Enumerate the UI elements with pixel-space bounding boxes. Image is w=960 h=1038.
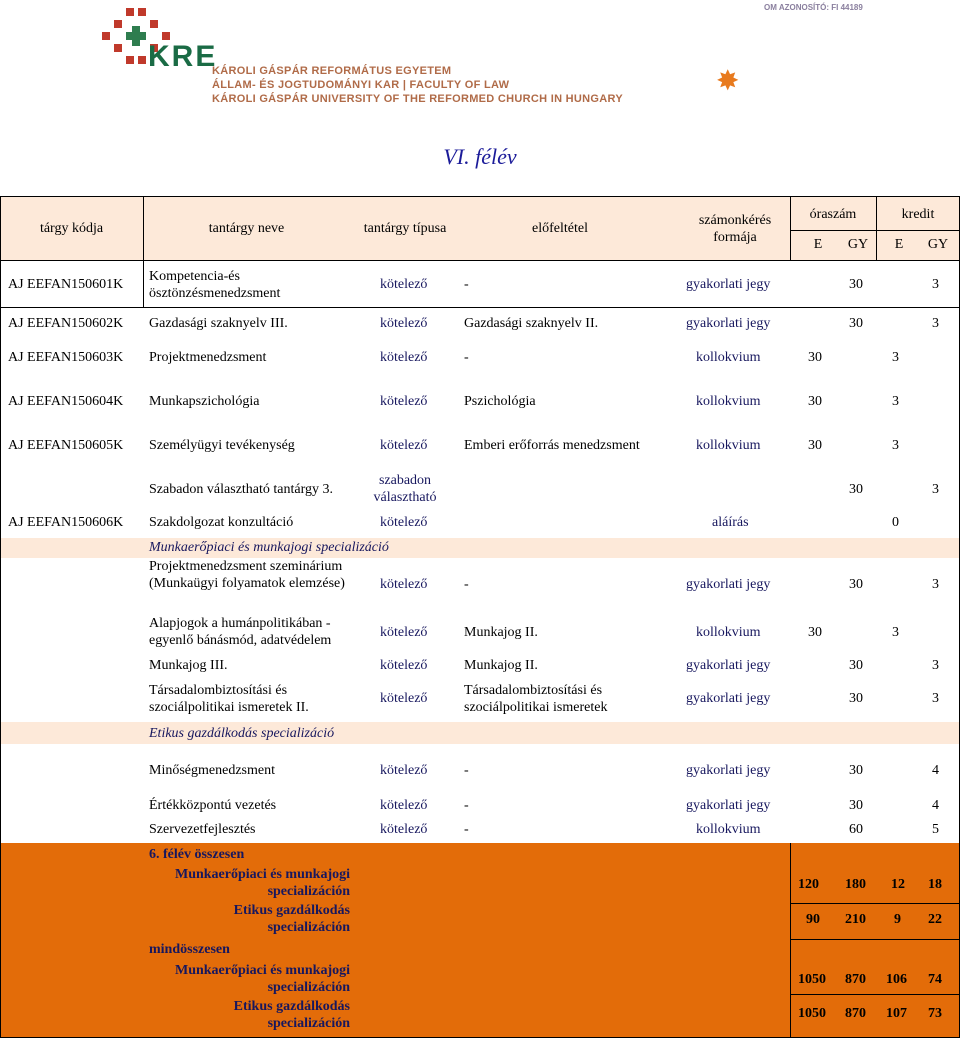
col-header-prereq: előfeltétel	[532, 221, 588, 236]
col-header-e-hours: E	[813, 237, 823, 252]
course-credit: 3	[892, 438, 899, 453]
course-name: Szabadon választható tantárgy 3.	[149, 482, 334, 497]
course-name: Személyügyi tevékenység	[149, 438, 295, 453]
star-icon: ✸	[716, 66, 740, 97]
course-name: Szakdolgozat konzultáció	[149, 515, 294, 530]
grid-line	[790, 939, 960, 940]
total-credit-e: 106	[886, 972, 907, 987]
total-hours-gy: 210	[845, 912, 866, 927]
col-header-type: tantárgy típusa	[363, 221, 447, 236]
total-label: Etikus gazdálkodás specializáción	[233, 903, 350, 935]
course-credit: 3	[892, 350, 899, 365]
course-code: AJ EEFAN150605K	[8, 438, 124, 453]
course-prereq: -	[464, 822, 469, 837]
course-type: kötelező	[380, 798, 428, 813]
total-credit-e: 107	[886, 1006, 907, 1021]
university-name: KÁROLI GÁSPÁR REFORMÁTUS EGYETEM ÁLLAM- ÉS JOGTUDOMÁNYI KAR | FACULTY OF LAW KÁROLI GÁSPÁR UNIVERSITY OF THE REFORMED CHURCH IN HUNGARY	[212, 65, 623, 105]
course-prereq: Gazdasági szaknyelv II.	[464, 316, 599, 331]
course-code: AJ EEFAN150604K	[8, 394, 124, 409]
overall-total-label: mindösszesen	[149, 942, 230, 957]
course-exam: aláírás	[712, 515, 749, 530]
course-type: kötelező	[380, 625, 428, 640]
total-credit-e: 9	[894, 912, 901, 927]
col-header-credit: kredit	[901, 207, 935, 222]
course-type: kötelező	[380, 438, 428, 453]
course-hours: 30	[808, 625, 822, 640]
course-hours: 30	[849, 658, 863, 673]
course-exam: gyakorlati jegy	[686, 691, 771, 706]
col-header-e-credit: E	[894, 237, 904, 252]
total-hours-gy: 870	[845, 972, 866, 987]
total-label: Munkaerőpiaci és munkajogi specializáción	[174, 867, 350, 899]
total-hours-e: 120	[798, 877, 819, 892]
course-credit: 3	[932, 277, 939, 292]
course-exam: kollokvium	[696, 350, 761, 365]
grid-line	[0, 260, 960, 261]
semester-total-label: 6. félév összesen	[149, 847, 245, 862]
course-credit: 3	[932, 658, 939, 673]
course-hours: 30	[849, 482, 863, 497]
course-hours: 30	[849, 798, 863, 813]
grid-line	[790, 843, 791, 1038]
kre-logo	[58, 2, 218, 94]
course-name: Szervezetfejlesztés	[149, 822, 256, 837]
total-hours-gy: 870	[845, 1006, 866, 1021]
course-hours: 30	[808, 350, 822, 365]
course-type: kötelező	[380, 691, 428, 706]
course-exam: kollokvium	[696, 394, 761, 409]
total-credit-gy: 74	[928, 972, 942, 987]
col-header-name: tantárgy neve	[208, 221, 285, 236]
total-hours-e: 90	[806, 912, 820, 927]
spec1-title: Munkaerőpiaci és munkajogi specializáció	[149, 540, 389, 555]
total-label: Munkaerőpiaci és munkajogi specializáción	[174, 963, 350, 995]
course-credit: 3	[932, 577, 939, 592]
kre-wordmark: KRE	[148, 40, 218, 73]
course-credit: 3	[932, 691, 939, 706]
course-code: AJ EEFAN150603K	[8, 350, 124, 365]
course-exam: kollokvium	[696, 438, 761, 453]
semester-title: VI. félév	[443, 144, 517, 169]
course-type: kötelező	[380, 394, 428, 409]
course-type: kötelező	[380, 658, 428, 673]
course-name: Alapjogok a humánpolitikában - egyenlő bánásmód, adatvédelem	[149, 616, 332, 648]
total-hours-e: 1050	[798, 1006, 826, 1021]
course-prereq: Munkajog II.	[464, 658, 538, 673]
course-prereq: -	[464, 577, 469, 592]
course-credit: 3	[932, 316, 939, 331]
grid-line	[0, 196, 960, 197]
total-credit-gy: 18	[928, 877, 942, 892]
course-hours: 30	[849, 763, 863, 778]
course-name: Gazdasági szaknyelv III.	[149, 316, 288, 331]
course-name: Társadalombiztosítási és szociálpolitikai ismeretek II.	[149, 683, 309, 715]
course-hours: 30	[808, 438, 822, 453]
course-type: kötelező	[380, 822, 428, 837]
course-exam: kollokvium	[696, 625, 761, 640]
course-name: Projektmenedzsment	[149, 350, 267, 365]
total-credit-gy: 73	[928, 1006, 942, 1021]
course-name: Értékközpontú vezetés	[149, 798, 277, 813]
grid-line	[0, 196, 1, 1038]
course-credit: 4	[932, 798, 939, 813]
course-hours: 60	[849, 822, 863, 837]
course-credit: 5	[932, 822, 939, 837]
course-type: kötelező	[380, 316, 428, 331]
course-type: kötelező	[380, 350, 428, 365]
course-code: AJ EEFAN150601K	[8, 277, 124, 292]
course-hours: 30	[808, 394, 822, 409]
course-credit: 3	[892, 625, 899, 640]
course-name: Minőségmenedzsment	[149, 763, 275, 778]
course-name: Munkapszichológia	[149, 394, 260, 409]
col-header-exam: számonkérés formája	[698, 213, 772, 245]
col-header-gy-hours: GY	[847, 237, 869, 252]
course-prereq: Munkajog II.	[464, 625, 538, 640]
col-header-gy-credit: GY	[927, 237, 949, 252]
course-exam: gyakorlati jegy	[686, 277, 771, 292]
course-prereq: Emberi erőforrás menedzsment	[464, 438, 640, 453]
semester-totals-band	[0, 843, 960, 966]
course-exam: gyakorlati jegy	[686, 798, 771, 813]
course-prereq: -	[464, 277, 469, 292]
course-name: Kompetencia-és ösztönzésmenedzsment	[149, 269, 281, 301]
col-header-code: tárgy kódja	[39, 221, 104, 236]
course-exam: gyakorlati jegy	[686, 316, 771, 331]
course-exam: gyakorlati jegy	[686, 658, 771, 673]
course-code: AJ EEFAN150606K	[8, 515, 124, 530]
grid-line	[790, 994, 960, 995]
course-exam: gyakorlati jegy	[686, 763, 771, 778]
course-prereq: -	[464, 798, 469, 813]
course-prereq: Pszichológia	[464, 394, 536, 409]
course-prereq: Társadalombiztosítási és szociálpolitikai ismeretek	[464, 683, 608, 715]
total-credit-e: 12	[891, 877, 905, 892]
course-type: kötelező	[380, 277, 428, 292]
spec1-band	[0, 538, 960, 558]
course-credit: 3	[892, 394, 899, 409]
course-hours: 30	[849, 691, 863, 706]
total-hours-e: 1050	[798, 972, 826, 987]
total-credit-gy: 22	[928, 912, 942, 927]
course-name: Munkajog III.	[149, 658, 228, 673]
course-hours: 30	[849, 577, 863, 592]
grid-line	[143, 196, 144, 308]
spec2-band	[0, 722, 960, 744]
course-type: kötelező	[380, 577, 428, 592]
total-hours-gy: 180	[845, 877, 866, 892]
col-header-hours: óraszám	[809, 207, 857, 222]
grid-line	[790, 230, 960, 231]
course-type: kötelező	[380, 515, 428, 530]
course-hours: 30	[849, 316, 863, 331]
course-credit: 4	[932, 763, 939, 778]
course-code: AJ EEFAN150602K	[8, 316, 124, 331]
course-type: kötelező	[380, 763, 428, 778]
course-prereq: -	[464, 350, 469, 365]
total-label: Etikus gazdálkodás specializáción	[233, 999, 350, 1031]
course-hours: 30	[849, 277, 863, 292]
course-prereq: -	[464, 763, 469, 778]
course-type: szabadon választható	[373, 473, 437, 505]
om-id: OM AZONOSÍTÓ: FI 44189	[764, 3, 863, 12]
course-exam: gyakorlati jegy	[686, 577, 771, 592]
course-credit: 3	[932, 482, 939, 497]
spec2-title: Etikus gazdálkodás specializáció	[149, 726, 335, 741]
grid-line	[790, 903, 960, 904]
grid-line	[0, 307, 960, 308]
course-name: Projektmenedzsment szeminárium (Munkaügyi folyamatok elemzése)	[149, 559, 345, 591]
course-exam: kollokvium	[696, 822, 761, 837]
course-credit: 0	[892, 515, 899, 530]
